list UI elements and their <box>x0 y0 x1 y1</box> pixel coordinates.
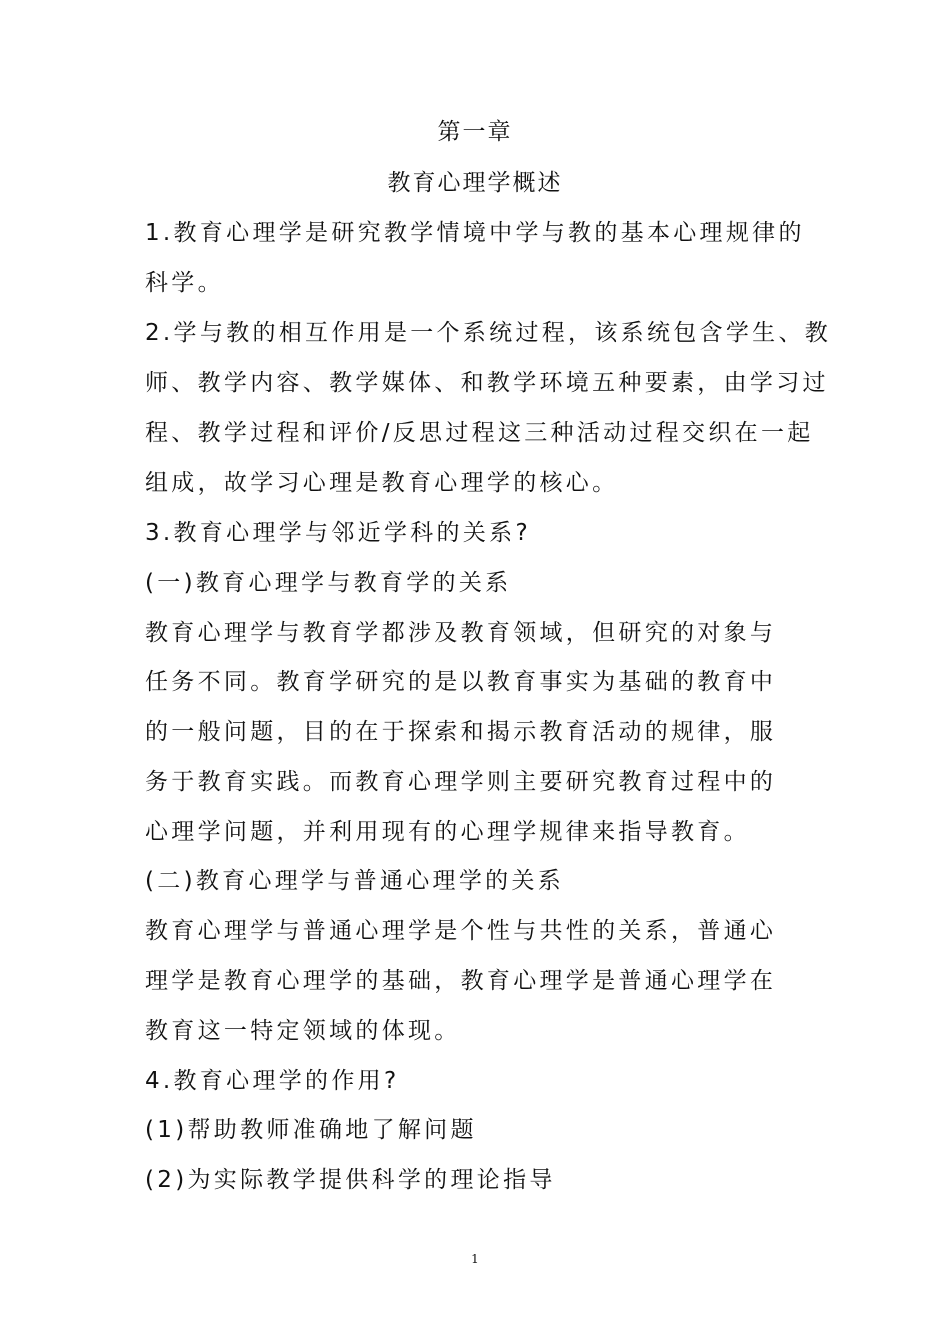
text-line: 1.教育心理学是研究教学情境中学与教的基本心理规律的 <box>145 220 805 246</box>
text-line: 2.学与教的相互作用是一个系统过程，该系统包含学生、教 <box>145 320 832 346</box>
text-line: 程、教学过程和评价/反思过程这三种活动过程交织在一起 <box>145 420 814 446</box>
page-number: 1 <box>471 1252 479 1266</box>
text-line: 理学是教育心理学的基础，教育心理学是普通心理学在 <box>145 968 777 994</box>
text-line: 科学。 <box>145 270 224 296</box>
text-line: 务于教育实践。而教育心理学则主要研究教育过程中的 <box>145 769 777 795</box>
text-line: 4.教育心理学的作用? <box>145 1068 400 1094</box>
text-line: 组成，故学习心理是教育心理学的核心。 <box>145 470 619 496</box>
text-line: 3.教育心理学与邻近学科的关系? <box>145 520 531 546</box>
text-line: (一)教育心理学与教育学的关系 <box>145 570 512 596</box>
text-line: (二)教育心理学与普通心理学的关系 <box>145 868 565 894</box>
text-line: (2)为实际教学提供科学的理论指导 <box>145 1167 556 1193</box>
text-line: 任务不同。教育学研究的是以教育事实为基础的教育中 <box>145 669 777 695</box>
chapter-title: 第一章 <box>437 119 513 145</box>
text-line: 教育这一特定领域的体现。 <box>145 1018 461 1044</box>
text-line: 的一般问题，目的在于探索和揭示教育活动的规律，服 <box>145 719 777 745</box>
text-line: (1)帮助教师准确地了解问题 <box>145 1117 477 1143</box>
section-heading: 教育心理学概述 <box>387 170 563 196</box>
text-line: 教育心理学与教育学都涉及教育领域，但研究的对象与 <box>145 620 777 646</box>
text-line: 教育心理学与普通心理学是个性与共性的关系，普通心 <box>145 918 777 944</box>
text-line: 心理学问题，并利用现有的心理学规律来指导教育。 <box>145 819 750 845</box>
text-line: 师、教学内容、教学媒体、和教学环境五种要素，由学习过 <box>145 370 829 396</box>
